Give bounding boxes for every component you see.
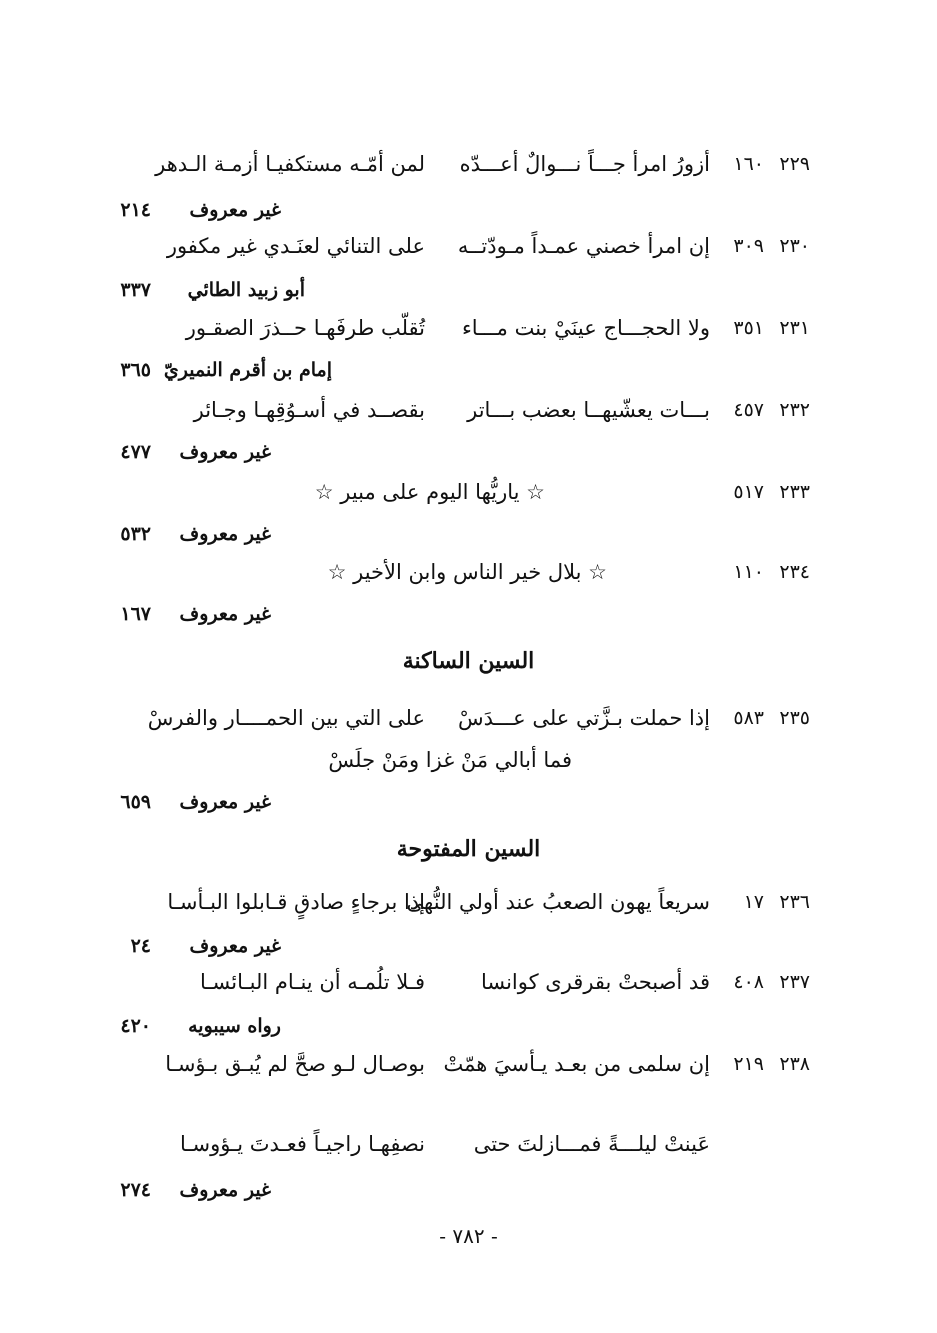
- first-hemistich: قد أصبحتْ بقرقرى كوانسا: [480, 970, 710, 994]
- page-reference: ١٦٠: [733, 153, 764, 175]
- verse-entry: [0, 556, 937, 588]
- verse-entry: [0, 966, 937, 998]
- verse-entry: [0, 394, 937, 426]
- first-hemistich: إن امرأ خصني عمـداً مـودّتــه: [457, 234, 710, 258]
- verse-entry: [0, 312, 937, 344]
- verse-entry: [0, 476, 937, 508]
- second-hemistich: على التي بين الحمــــار والفرسْ: [147, 706, 425, 730]
- verse-entry: [0, 230, 937, 262]
- verse-continuation: [0, 744, 937, 776]
- second-hemistich: بقصــد في أسـوُقِهـا وجـائر: [193, 398, 425, 422]
- verse-entry: [0, 1048, 937, 1080]
- first-hemistich: إذا حملت بـزَّتي على عـــدَسْ: [458, 706, 710, 730]
- third-hemistich: فما أبالي مَنْ غزا ومَنْ جلَسْ: [328, 748, 572, 772]
- second-hemistich: تُقلّب طرفَهـا حــذرَ الصقـور: [185, 316, 425, 340]
- source-page: ٦٥٩: [120, 791, 151, 813]
- entry-number: ٢٣٠: [779, 235, 810, 257]
- entry-number: ٢٣١: [779, 317, 810, 339]
- source-page: ١٦٧: [120, 603, 151, 625]
- rajaz-line: ☆ ياريُّها اليوم على مبير ☆: [314, 480, 545, 504]
- page-reference: ٥٨٣: [733, 707, 764, 729]
- second-hemistich: إذا برجاءٍ صادقٍ قـابلوا البـأسـا: [167, 890, 425, 914]
- rajaz-line: ☆ بلال خير الناس وابن الأخير ☆: [327, 560, 607, 584]
- page-reference: ٥١٧: [733, 481, 764, 503]
- document-page: ٢٢٩ ١٦٠ أزورُ امرأ جـــاً نـــوالٌ أعـــدّه لمن أمّـه مستكفيـا أزمـة الـدهر غير معروف ٢١٤ ٢٣٠ ٣٠٩ إن امرأ خصني عمـداً مـودّتــه على التنائي لعنَـدي غير مكفور أبو زبيد الطائي ٣٣٧ ٢٣١ ٣٥١ ولا الحجـــاج عينَيْ بنت مـــاء تُقلّب طرفَهـا حــذرَ الصقـور إمام بن أقرم النميريّ ٣٦٥ ٢٣٢ ٤٥٧ بـــات يعشّيهــا بعضب بـــاتر بقصــد في أسـوُقِهـا وجـائر غير معروف ٤٧٧ ٢٣٣ ٥١٧ ☆ ياريُّها اليوم على مبير ☆ غير معروف ٥٣٢ ٢٣٤ ١١٠ ☆ بلال خير الناس وابن الأخير ☆ غير معروف ١٦٧ السين الساكنة ٢٣٥ ٥٨٣ إذا حملت بـزَّتي على عـــدَسْ على التي بين الحمــــار والفرسْ فما أبالي مَنْ غزا ومَنْ جلَسْ غير معروف ٦٥٩ السين المفتوحة ٢٣٦ ١٧ سريعاً يهون الصعبُ عند أولي النُّهى إذا برجاءٍ صادقٍ قـابلوا البـأسـا غير معروف ٢٤ ٢٣٧ ٤٠٨ قد أصبحتْ بقرقرى كوانسا فـلا تلُمـه أن ينـام البـائسـا رواه سيبويه ٤٢٠ ٢٣٨ ٢١٩ إن سلمى من بعـد يـأسيَ همّتْ بوصـال لـو صحَّ لم يُبـق بـؤسـا عَينتْ ليلـــةً فمـــازلتَ حتى نصفِهـا راجيـاً فعـدتَ يـؤوسـا غير معروف ٢٧٤ - ٧٨٢ -: [0, 0, 937, 1333]
- source-page: ٢٤: [130, 935, 151, 957]
- entry-number: ٢٣٢: [779, 399, 810, 421]
- entry-number: ٢٣٦: [779, 891, 810, 913]
- first-hemistich: سريعاً يهون الصعبُ عند أولي النُّهى: [406, 890, 710, 914]
- page-reference: ١١٠: [733, 561, 764, 583]
- entry-number: ٢٣٥: [779, 707, 810, 729]
- entry-number: ٢٢٩: [779, 153, 810, 175]
- second-hemistich: فـلا تلُمـه أن ينـام البـائسـا: [199, 970, 425, 994]
- page-reference: ٣٥١: [733, 317, 764, 339]
- section-heading: السين المفتوحة: [396, 836, 541, 862]
- page-reference: ٤٠٨: [733, 971, 764, 993]
- verse-entry: [0, 702, 937, 734]
- page-reference: ٣٠٩: [733, 235, 764, 257]
- first-hemistich: بـــات يعشّيهــا بعضب بـــاتر: [467, 398, 710, 422]
- first-hemistich: ولا الحجـــاج عينَيْ بنت مـــاء: [461, 316, 710, 340]
- second-hemistich: بوصـال لـو صحَّ لم يُبـق بـؤسـا: [165, 1052, 425, 1076]
- source-page: ٤٧٧: [120, 441, 151, 463]
- section-heading: السين الساكنة: [402, 648, 535, 674]
- page-reference: ٤٥٧: [733, 399, 764, 421]
- source-page: ٢٧٤: [120, 1179, 151, 1201]
- first-hemistich: أزورُ امرأ جـــاً نـــوالٌ أعـــدّه: [459, 152, 710, 176]
- source-page: ٥٣٢: [120, 523, 151, 545]
- source-page: ٢١٤: [120, 199, 151, 221]
- second-hemistich: على التنائي لعنَـدي غير مكفور: [166, 234, 425, 258]
- page-number: - ٧٨٢ -: [439, 1224, 498, 1248]
- source-page: ٣٣٧: [120, 279, 151, 301]
- page-reference: ٢١٩: [733, 1053, 764, 1075]
- entry-number: ٢٣٤: [779, 561, 810, 583]
- first-hemistich: عَينتْ ليلـــةً فمـــازلتَ حتى: [473, 1132, 710, 1156]
- entry-number: ٢٣٣: [779, 481, 810, 503]
- verse-entry: [0, 1128, 937, 1160]
- first-hemistich: إن سلمى من بعـد يـأسيَ همّتْ: [443, 1052, 710, 1076]
- second-hemistich: لمن أمّـه مستكفيـا أزمـة الـدهر: [155, 152, 425, 176]
- source-page: ٤٢٠: [120, 1015, 151, 1037]
- second-hemistich: نصفِهـا راجيـاً فعـدتَ يـؤوسـا: [179, 1132, 425, 1156]
- entry-number: ٢٣٧: [779, 971, 810, 993]
- verse-entry: [0, 886, 937, 918]
- source-page: ٣٦٥: [120, 359, 151, 381]
- verse-entry: [0, 148, 937, 180]
- entry-number: ٢٣٨: [779, 1053, 810, 1075]
- page-reference: ١٧: [743, 891, 764, 913]
